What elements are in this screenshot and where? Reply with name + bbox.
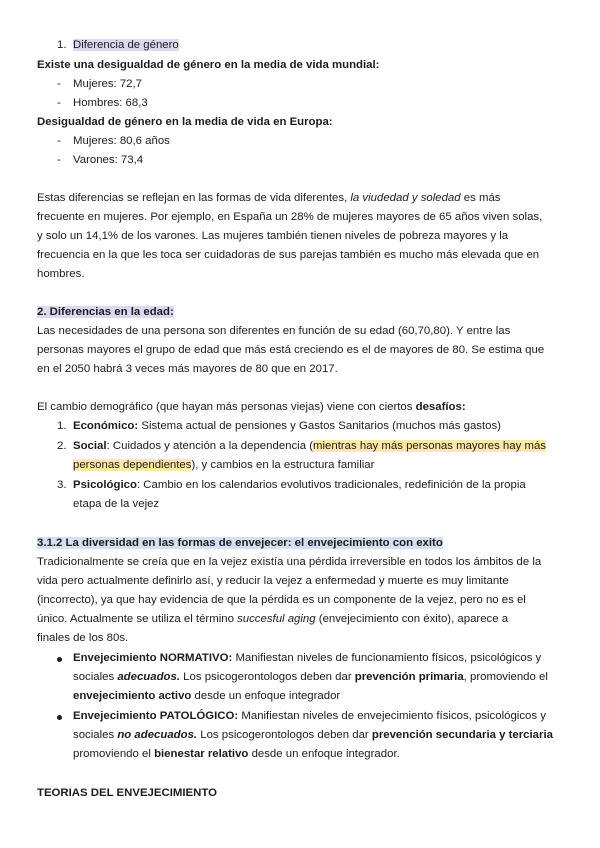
section1-title: Diferencia de género (73, 39, 179, 51)
list-bullet: - (57, 135, 61, 147)
age-paragraph-line: personas mayores el grupo de edad que más está creciendo es el de mayores de 80. Se estima que (37, 344, 545, 356)
list-number: 1. (57, 420, 67, 432)
challenge-item-cont: etapa de la vejez (73, 498, 160, 510)
aging-paragraph-line: vida pero actualmente definirlo así, y reducir la vejez a enfermedad y muerte es muy limitante (37, 575, 509, 587)
list-item: Hombres: 68,3 (73, 97, 148, 109)
bullet-dot (57, 715, 62, 720)
pathological-bullet: Envejecimiento PATOLÓGICO: Manifiestan niveles de envejecimiento físicos, psicológicos y (73, 710, 546, 722)
bullet-dot (57, 657, 62, 662)
list-item: Varones: 73,4 (73, 154, 144, 166)
world-heading: Existe una desigualdad de género en la media de vida mundial: (37, 59, 380, 71)
gender-paragraph-line: frecuencia en la que les toca ser cuidadoras de sus parejas también es mucho más elevada que en (37, 249, 540, 261)
list-bullet: - (57, 97, 61, 109)
list-number: 2. (57, 440, 67, 452)
gender-paragraph-line: frecuente en mujeres. Por ejemplo, en España un 28% de mujeres mayores de 65 años viven solas, (37, 211, 543, 223)
section1-number: 1. (57, 39, 67, 51)
aging-paragraph-line: (incorrecto), ya que hay evidencia de que la pérdida es un componente de la vejez, pero no es el (37, 594, 526, 606)
aging-paragraph-line: único. Actualmente se utiliza el término succesful aging (envejecimiento con éxito), aparece a (37, 613, 509, 625)
gender-paragraph-line: y solo un 14,1% de los varones. Las mujeres también tienen niveles de pobreza mayores y la (37, 230, 509, 242)
section2-title: 2. Diferencias en la edad: (37, 306, 174, 318)
europe-heading: Desigualdad de género en la media de vida en Europa: (37, 116, 333, 128)
list-bullet: - (57, 78, 61, 90)
pathological-bullet-cont: promoviendo el bienestar relativo desde un enfoque integrador. (73, 748, 400, 760)
challenges-intro: El cambio demográfico (que hayan más personas viejas) viene con ciertos desafíos: (37, 401, 466, 413)
list-number: 3. (57, 479, 67, 491)
list-bullet: - (57, 154, 61, 166)
section4-title: TEORIAS DEL ENVEJECIMIENTO (37, 787, 217, 799)
age-paragraph-line: Las necesidades de una persona son diferentes en función de su edad (60,70,80). Y entre las (37, 325, 511, 337)
list-item: Mujeres: 72,7 (73, 78, 143, 90)
list-item: Mujeres: 80,6 años (73, 135, 170, 147)
normative-bullet: Envejecimiento NORMATIVO: Manifiestan niveles de funcionamiento físicos, psicológicos y (73, 652, 542, 664)
gender-paragraph-line: Estas diferencias se reflejan en las formas de vida diferentes, la viudedad y soledad es más (37, 192, 501, 204)
normative-bullet-cont: envejecimiento activo desde un enfoque integrador (73, 690, 341, 702)
challenge-item: Económico: Sistema actual de pensiones y Gastos Sanitarios (muchos más gastos) (73, 420, 501, 432)
normative-bullet-cont: sociales adecuados. Los psicogerontologos deben dar prevención primaria, promoviendo el (73, 671, 548, 683)
aging-paragraph-line: finales de los 80s. (37, 632, 129, 644)
aging-paragraph-line: Tradicionalmente se creía que en la vejez existía una pérdida irreversible en todos los ámbitos de la (37, 556, 542, 568)
age-paragraph-line: en el 2050 habrá 3 veces más mayores de 80 que en 2017. (37, 363, 338, 375)
challenge-item: Psicológico: Cambio en los calendarios evolutivos tradicionales, redefinición de la propia (73, 479, 526, 491)
pathological-bullet-cont: sociales no adecuados. Los psicogerontologos deben dar prevención secundaria y terciaria (73, 729, 553, 741)
challenge-item: Social: Cuidados y atención a la dependencia (mientras hay más personas mayores hay más (73, 440, 546, 452)
gender-paragraph-line: hombres. (37, 268, 85, 280)
challenge-item-cont: personas dependientes), y cambios en la estructura familiar (73, 459, 375, 471)
section3-title: 3.1.2 La diversidad en las formas de envejecer: el envejecimiento con exito (37, 537, 443, 549)
